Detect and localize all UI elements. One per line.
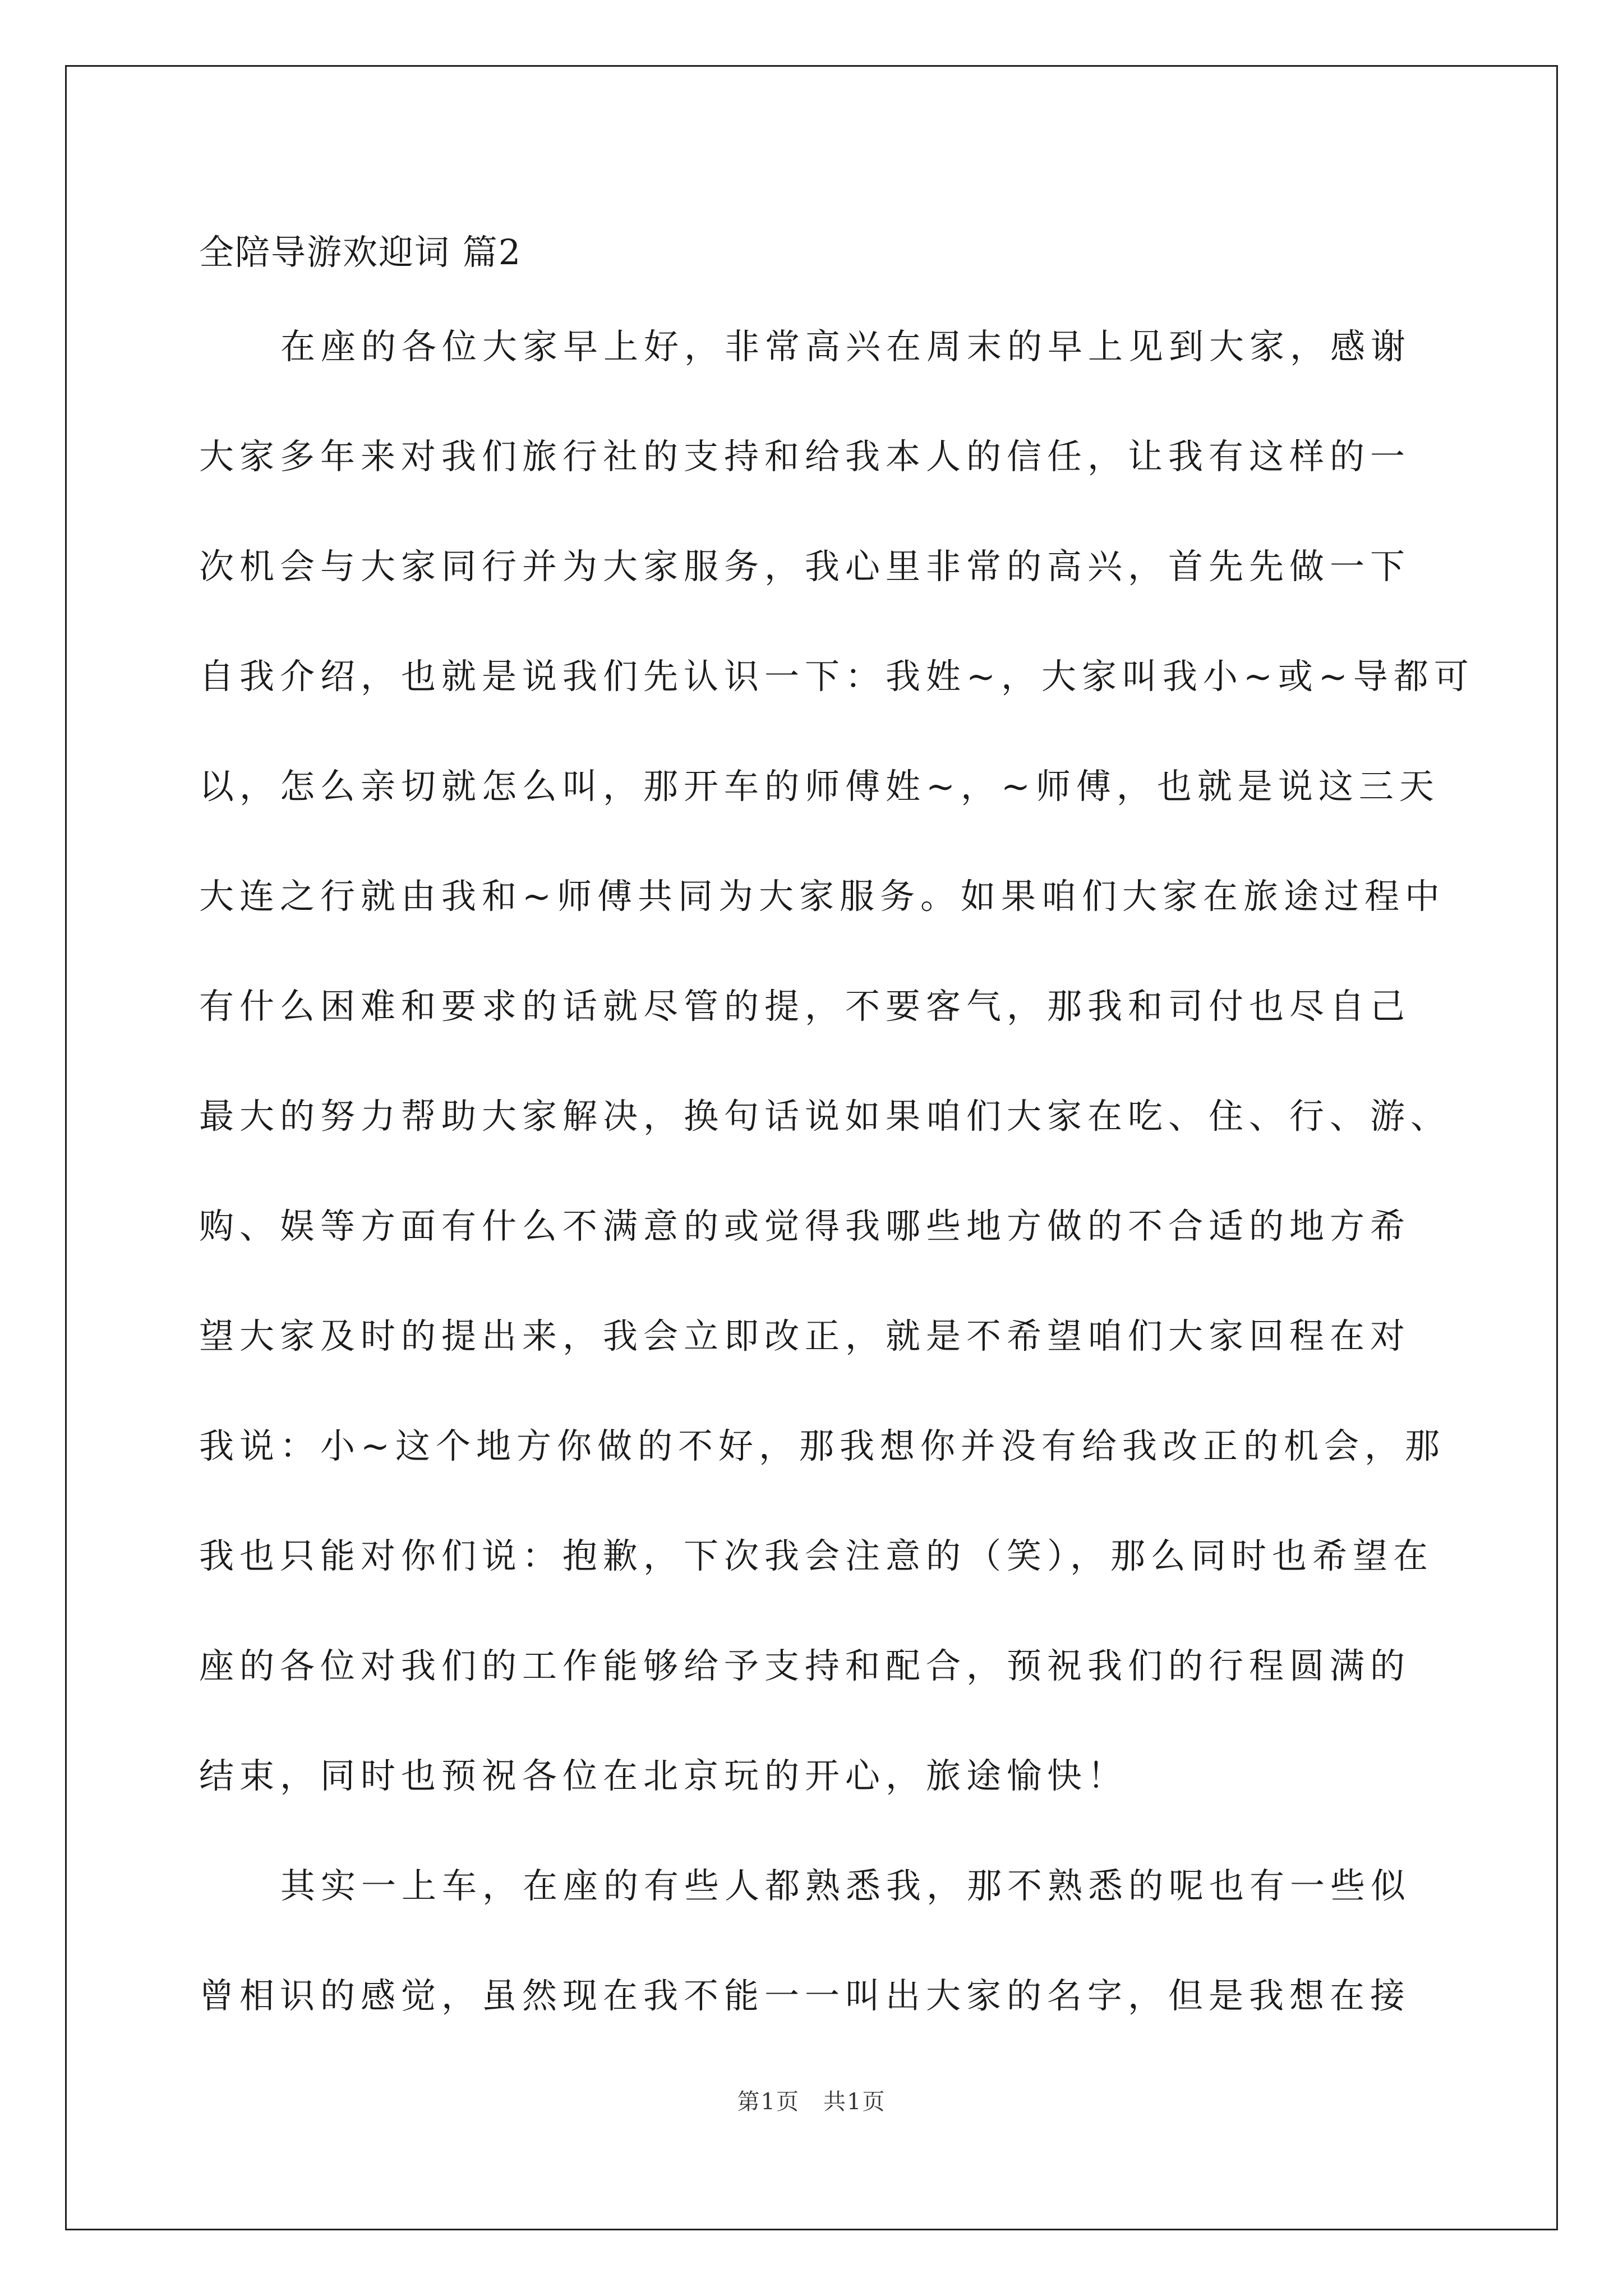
paragraph-line: 以，怎么亲切就怎么叫，那开车的师傅姓~，~师傅，也就是说这三天	[199, 766, 1440, 807]
paragraph-line: 望大家及时的提出来，我会立即改正，就是不希望咱们大家回程在对	[199, 1315, 1411, 1356]
paragraph-line: 有什么困难和要求的话就尽管的提，不要客气，那我和司付也尽自己	[199, 986, 1411, 1027]
paragraph-line: 购、娱等方面有什么不满意的或觉得我哪些地方做的不合适的地方希	[199, 1205, 1411, 1246]
paragraph-line: 大家多年来对我们旅行社的支持和给我本人的信任，让我有这样的一	[199, 436, 1411, 477]
paragraph-line: 次机会与大家同行并为大家服务，我心里非常的高兴，首先先做一下	[199, 546, 1411, 587]
paragraph-line: 大连之行就由我和~师傅共同为大家服务。如果咱们大家在旅途过程中	[199, 876, 1445, 917]
page-number-footer: 第1页 共1页	[737, 2089, 886, 2115]
paragraph-1	[199, 292, 1474, 1831]
paragraph-line: 在座的各位大家早上好，非常高兴在周末的早上见到大家，感谢	[280, 326, 1412, 367]
paragraph-line: 座的各位对我们的工作能够给予支持和配合，预祝我们的行程圆满的	[199, 1645, 1411, 1686]
paragraph-line: 我说：小~这个地方你做的不好，那我想你并没有给我改正的机会，那	[199, 1425, 1445, 1466]
document-title: 全陪导游欢迎词 篇2	[199, 232, 522, 273]
paragraph-line: 自我介绍，也就是说我们先认识一下：我姓~，大家叫我小~或~导都可	[199, 656, 1474, 697]
paragraph-2	[199, 1831, 1433, 2051]
paragraph-line: 我也只能对你们说：抱歉，下次我会注意的（笑），那么同时也希望在	[199, 1535, 1434, 1576]
paragraph-line: 结束，同时也预祝各位在北京玩的开心，旅途愉快！	[199, 1755, 1128, 1796]
paragraph-line: 其实一上车，在座的有些人都熟悉我，那不熟悉的呢也有一些似	[280, 1865, 1412, 1906]
paragraph-line: 曾相识的感觉，虽然现在我不能一一叫出大家的名字，但是我想在接	[199, 1975, 1411, 2016]
document-body	[199, 213, 1474, 2051]
paragraph-line: 最大的努力帮助大家解决，换句话说如果咱们大家在吃、住、行、游、	[199, 1096, 1451, 1137]
